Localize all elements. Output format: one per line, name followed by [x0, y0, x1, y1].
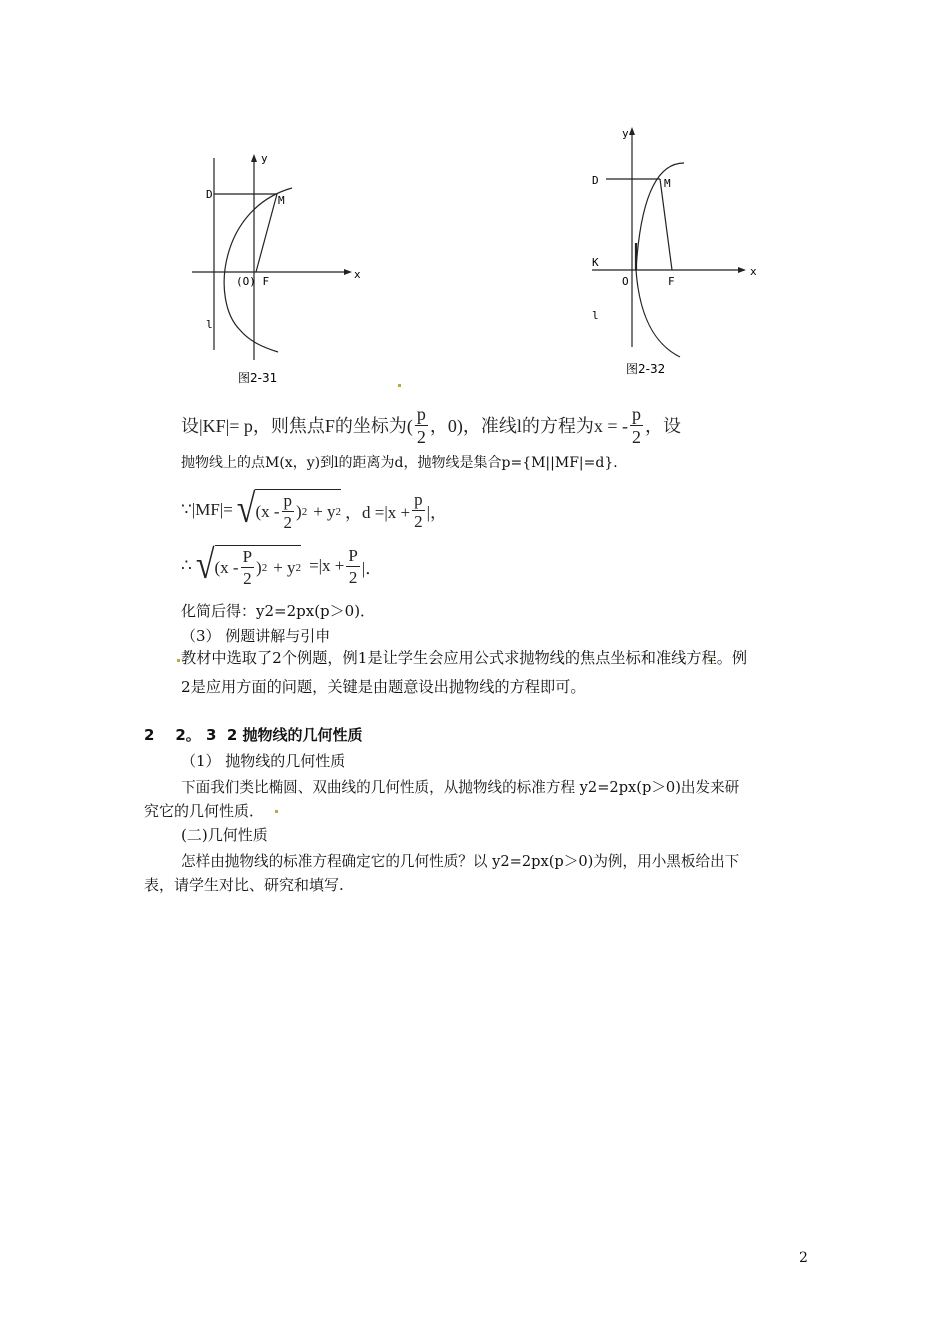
label-k: K: [592, 256, 599, 269]
stray-dot: [398, 384, 401, 387]
exp-2: 2: [335, 505, 342, 518]
label-x: x: [354, 268, 361, 281]
label-l: l: [206, 318, 213, 331]
label-y: y: [622, 127, 629, 140]
text-body-1-line-1: 下面我们类比椭圆、双曲线的几何性质，从抛物线的标准方程 y2=2px(p＞0)出发来研: [181, 779, 740, 796]
text-sub-1: （1） 抛物线的几何性质: [181, 752, 346, 770]
formula-focus-directrix: [181, 402, 681, 448]
label-m: M: [278, 194, 285, 207]
formula3-end: |．: [361, 558, 383, 578]
page-number: 2: [799, 1250, 808, 1266]
radical: [237, 489, 341, 531]
label-m: M: [664, 177, 671, 190]
formula-equality: [181, 541, 382, 591]
segment-mf: [660, 179, 672, 270]
radicand-c: + y: [273, 557, 296, 577]
label-x: x: [750, 265, 757, 278]
label-origin-f: (O) F: [236, 275, 270, 288]
formula-text-1: 设|KF|= p，则焦点F的坐标为(: [181, 416, 413, 436]
radicand-a: (x -: [214, 557, 239, 577]
radical-sign: √: [236, 487, 256, 532]
radicand: [215, 545, 302, 587]
formula2-prefix: ∵|MF|=: [181, 500, 233, 519]
radicand: [255, 489, 341, 531]
text-body-2-line-1: 怎样由抛物线的标准方程确定它的几何性质？以 y2=2px(p＞0)为例，用小黑板给出下: [181, 853, 740, 870]
text-example-line-2: 2是应用方面的问题，关键是由题意设出抛物线的方程即可。: [181, 678, 586, 696]
fraction-P-over-2: $\frac{P}{2}$: [242, 547, 253, 588]
label-d: D: [592, 174, 599, 187]
radical-sign: √: [195, 543, 215, 588]
y-axis-arrow: [629, 127, 635, 135]
fraction-p-over-2-d: $\frac{p}{2}$: [414, 489, 423, 531]
label-y: y: [261, 152, 268, 165]
formula3-mid: =|x +: [309, 556, 345, 575]
figure-2-31: [180, 150, 380, 390]
parabola-curve: [224, 188, 292, 352]
text-simplify: 化简后得：y2=2px(p＞0)．: [181, 602, 376, 620]
text-body-1-line-2: 究它的几何性质．: [144, 802, 265, 820]
text-item-3: （3） 例题讲解与引申: [181, 627, 331, 645]
fraction-p-over-2: $\frac{p}{2}$: [416, 403, 426, 447]
section-heading: 2 2。 3 2 抛物线的几何性质: [144, 726, 363, 744]
text-body-2-line-2: 表，请学生对比、研究和填写.: [144, 876, 344, 894]
segment-mf: [256, 194, 277, 272]
figure-2-32: [580, 125, 780, 385]
formula3-prefix: ∴: [181, 556, 192, 575]
radicand-b: ): [256, 557, 262, 577]
radicand-c: + y: [313, 501, 336, 521]
formula2-end: |，: [426, 502, 448, 522]
y-axis-arrow: [251, 154, 257, 162]
formula-text-2: ，0)，准线l的方程为x = -: [429, 416, 629, 436]
fraction-p-over-2-c: $\frac{p}{2}$: [283, 491, 293, 532]
exp-2: 2: [295, 561, 302, 574]
x-axis-arrow: [738, 267, 746, 273]
fraction-P-over-2-b: $\frac{P}{2}$: [348, 545, 358, 587]
figure-caption: 图2-31: [238, 371, 278, 385]
x-axis-arrow: [344, 269, 352, 275]
formula-text-3: ，设: [645, 416, 682, 436]
figure-caption: 图2-32: [626, 362, 666, 376]
text-sub-2: (二)几何性质: [181, 826, 268, 844]
radicand-a: (x -: [255, 501, 280, 521]
formula2-mid: ，d =|x +: [345, 502, 411, 522]
label-f: F: [668, 275, 675, 288]
label-o: O: [622, 275, 629, 288]
exp-1: 2: [261, 561, 268, 574]
label-d: D: [206, 188, 213, 201]
parabola-curve: [636, 163, 684, 357]
text-example-line-1: 教材中选取了2个例题，例1是让学生会应用公式求抛物线的焦点坐标和准线方程。例: [181, 649, 748, 667]
label-l: l: [592, 309, 599, 322]
stray-dot: [275, 810, 278, 813]
radicand-b: ): [296, 501, 302, 521]
fraction-p-over-2-b: $\frac{p}{2}$: [632, 403, 642, 447]
radical: [196, 545, 301, 587]
formula-mf-distance: [181, 486, 447, 534]
text-line-set: 抛物线上的点M(x，y)到l的距离为d，抛物线是集合p={M||MF|=d}．: [181, 455, 628, 471]
exp-1: 2: [301, 505, 308, 518]
stray-dot: [177, 659, 180, 662]
